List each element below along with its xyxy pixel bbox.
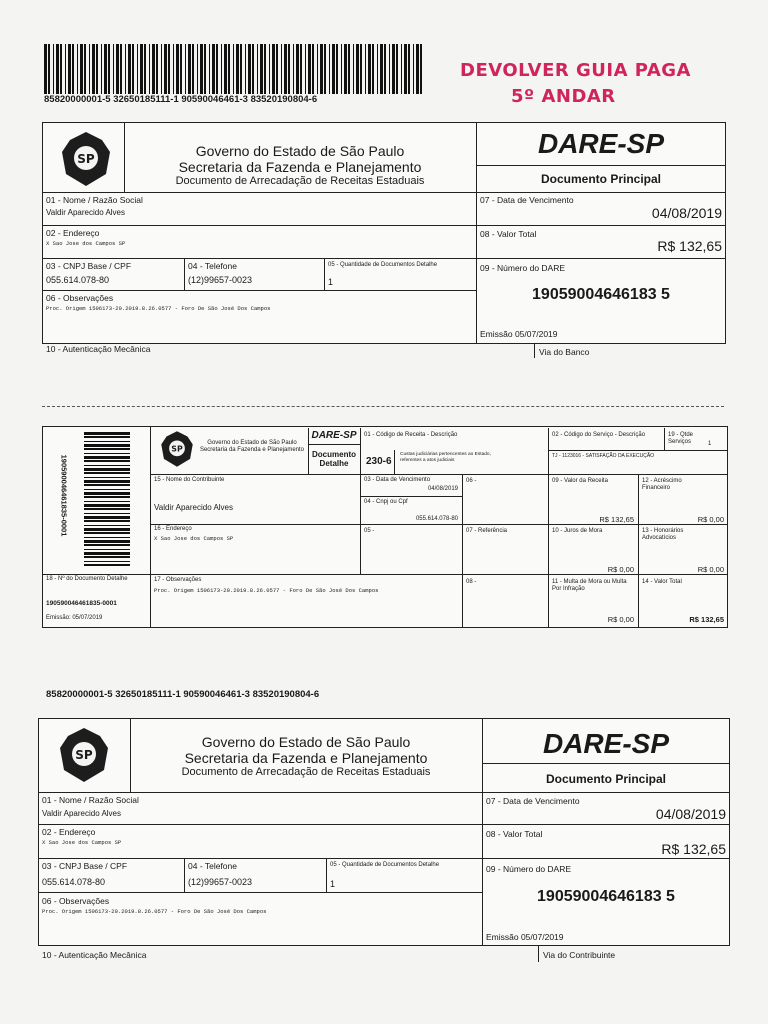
brand-dare-sp: DARE-SP bbox=[537, 128, 664, 159]
detail-f19-label: 19 - Qtde Serviços bbox=[668, 432, 694, 445]
telefone-value-2: (12)99657-0023 bbox=[188, 877, 253, 887]
obs-value: Proc. Origem 1506173-20.2019.8.26.0577 - Foro De São José Dos Campos bbox=[46, 305, 271, 312]
header-government-2: Governo do Estado de São Paulo bbox=[201, 734, 411, 750]
detail-f08-label: 08 - bbox=[466, 579, 477, 585]
venc-label-2: 07 - Data de Vencimento bbox=[486, 796, 580, 806]
telefone-label-2: 04 - Telefone bbox=[188, 861, 237, 871]
detail-f18-label: 18 - Nº do Documento Detalhe bbox=[46, 576, 128, 582]
detail-f17-label: 17 - Observações bbox=[154, 577, 202, 583]
endereco-value: X Sao Jose dos Campos SP bbox=[46, 240, 126, 247]
brand-dare-sp-2: DARE-SP bbox=[542, 728, 669, 759]
sp-state-crest-icon bbox=[158, 430, 196, 468]
autenticacao-label: 10 - Autenticação Mecânica bbox=[46, 344, 151, 354]
barcode-icon bbox=[44, 44, 422, 94]
detail-f09-label: 09 - Valor da Receita bbox=[552, 478, 608, 484]
cnpj-label-2: 03 - CNPJ Base / CPF bbox=[42, 861, 128, 871]
via-contribuinte-label: Via do Contribuinte bbox=[543, 950, 616, 960]
detail-f14-label: 14 - Valor Total bbox=[642, 579, 682, 585]
detail-f12-value: R$ 0,00 bbox=[697, 515, 724, 524]
detail-f01-code: 230-6 bbox=[366, 456, 392, 467]
svg-text:SP: SP bbox=[171, 444, 183, 454]
detail-f11-value: R$ 0,00 bbox=[607, 615, 634, 624]
side-barcode-icon bbox=[84, 432, 130, 566]
autenticacao-label-2: 10 - Autenticação Mecânica bbox=[42, 950, 147, 960]
detail-f06-label: 06 - bbox=[466, 478, 477, 484]
qtd-value: 1 bbox=[328, 277, 334, 287]
endereco-label-2: 02 - Endereço bbox=[42, 827, 96, 837]
sp-state-crest-icon bbox=[56, 726, 112, 784]
detail-f02-value: TJ - 1123016 - SATISFAÇÃO DA EXECUÇÃO bbox=[552, 453, 655, 459]
cnpj-value: 055.614.078-80 bbox=[46, 275, 110, 285]
detail-f01-label: 01 - Código de Receita - Descrição bbox=[364, 432, 458, 438]
header-secretaria-2: Secretaria da Fazenda e Planejamento bbox=[184, 750, 428, 766]
doc-type-principal: Documento Principal bbox=[540, 172, 662, 186]
obs-value-2: Proc. Origem 1506173-20.2019.8.26.0577 - Foro De São José Dos Campos bbox=[42, 908, 267, 915]
numero-value-2: 19059004646183 5 bbox=[537, 888, 675, 905]
nome-label: 01 - Nome / Razão Social bbox=[46, 195, 143, 205]
cut-line bbox=[42, 406, 724, 407]
detail-brand: DARE-SP bbox=[311, 430, 357, 441]
qtd-value-2: 1 bbox=[330, 879, 336, 889]
detail-f04-value: 055.614.078-80 bbox=[415, 516, 458, 522]
barcode-number-bottom: 85820000001-5 32650185111-1 90590046461-3 83520190804-6 bbox=[46, 689, 320, 700]
endereco-value-2: X Sao Jose dos Campos SP bbox=[42, 839, 122, 846]
detail-f01-desc: Custas judiciárias pertencentes ao Estado, referentes a atos judiciais bbox=[400, 452, 491, 463]
detail-f16-label: 16 - Endereço bbox=[154, 526, 192, 532]
barcode-number-top: 85820000001-5 32650185111-1 90590046461-3 83520190804-6 bbox=[44, 94, 318, 105]
emissao-2: Emissão 05/07/2019 bbox=[486, 932, 564, 942]
detail-f07-label: 07 - Referência bbox=[466, 528, 508, 534]
valor-value: R$ 132,65 bbox=[657, 238, 722, 254]
header-secretaria: Secretaria da Fazenda e Planejamento bbox=[178, 159, 422, 175]
detail-doc-detalhe: Documento Detalhe bbox=[312, 450, 356, 468]
detail-f03-value: 04/08/2019 bbox=[427, 486, 458, 492]
detail-f18-value: 190590046461835-0001 bbox=[46, 600, 117, 607]
venc-value: 04/08/2019 bbox=[651, 205, 722, 221]
qtd-label-2: 05 - Quantidade de Documentos Detalhe bbox=[330, 862, 440, 868]
detail-f16-value: X Sao Jose dos Campos SP bbox=[154, 535, 234, 542]
qtd-label: 05 - Quantidade de Documentos Detalhe bbox=[328, 262, 438, 268]
detail-f19-value: 1 bbox=[708, 441, 712, 447]
nome-value: Valdir Aparecido Alves bbox=[46, 208, 126, 217]
nome-label-2: 01 - Nome / Razão Social bbox=[42, 795, 139, 805]
detail-f05-label: 05 - bbox=[364, 528, 375, 534]
detail-f11-label: 11 - Multa de Mora ou Multa Por Infração bbox=[552, 579, 627, 592]
svg-text:SP: SP bbox=[75, 748, 93, 762]
detail-f13-label: 13 - Honorários Advocatícios bbox=[642, 528, 684, 541]
header-documento-2: Documento de Arrecadação de Receitas Estaduais bbox=[181, 766, 431, 778]
valor-label: 08 - Valor Total bbox=[480, 229, 537, 239]
endereco-label: 02 - Endereço bbox=[46, 228, 100, 238]
detail-f13-value: R$ 0,00 bbox=[697, 565, 724, 574]
via-banco-label: Via do Banco bbox=[539, 347, 590, 357]
valor-value-2: R$ 132,65 bbox=[661, 841, 726, 857]
emissao: Emissão 05/07/2019 bbox=[480, 329, 558, 339]
valor-label-2: 08 - Valor Total bbox=[486, 829, 543, 839]
detail-f18-emissao: Emissão: 05/07/2019 bbox=[46, 615, 103, 621]
cnpj-value-2: 055.614.078-80 bbox=[42, 877, 106, 887]
svg-text:SP: SP bbox=[77, 152, 95, 166]
detail-f12-label: 12 - Acréscimo Financeiro bbox=[642, 478, 682, 491]
detail-f09-value: R$ 132,65 bbox=[599, 515, 634, 524]
numero-label: 09 - Número do DARE bbox=[480, 263, 566, 273]
numero-label-2: 09 - Número do DARE bbox=[486, 864, 572, 874]
doc-type-principal-2: Documento Principal bbox=[545, 772, 667, 786]
header-government: Governo do Estado de São Paulo bbox=[195, 143, 405, 159]
detail-f17-value: Proc. Origem 1506173-20.2019.8.26.0577 - Foro De São José Dos Campos bbox=[154, 587, 379, 594]
detail-f15-value: Valdir Aparecido Alves bbox=[154, 503, 234, 512]
detail-f10-label: 10 - Juros de Mora bbox=[552, 528, 603, 534]
detail-header-sec: Secretaria da Fazenda e Planejamento bbox=[199, 447, 305, 453]
venc-label: 07 - Data de Vencimento bbox=[480, 195, 574, 205]
side-barcode-text: 190590046461835-0001 bbox=[59, 454, 69, 537]
detail-f04-label: 04 - Cnpj ou Cpf bbox=[364, 499, 408, 505]
detail-f03-label: 03 - Data de Vencimento bbox=[364, 477, 431, 483]
sp-state-crest-icon bbox=[58, 130, 114, 188]
detail-f14-value: R$ 132,65 bbox=[689, 615, 724, 624]
detail-f15-label: 15 - Nome do Contribuinte bbox=[154, 477, 225, 483]
detail-f10-value: R$ 0,00 bbox=[607, 565, 634, 574]
obs-label-2: 06 - Observações bbox=[42, 896, 110, 906]
nome-value-2: Valdir Aparecido Alves bbox=[42, 809, 122, 818]
stamp-line-1: DEVOLVER GUIA PAGA bbox=[460, 60, 691, 81]
header-documento: Documento de Arrecadação de Receitas Estaduais bbox=[175, 175, 425, 187]
telefone-value: (12)99657-0023 bbox=[188, 275, 253, 285]
stamp-line-2: 5º ANDAR bbox=[511, 86, 616, 107]
detail-f02-label: 02 - Código do Serviço - Descrição bbox=[552, 432, 646, 438]
detail-header-gov: Governo do Estado de São Paulo bbox=[207, 440, 297, 446]
numero-value: 19059004646183 5 bbox=[532, 286, 670, 303]
venc-value-2: 04/08/2019 bbox=[655, 806, 726, 822]
obs-label: 06 - Observações bbox=[46, 293, 114, 303]
telefone-label: 04 - Telefone bbox=[188, 261, 237, 271]
cnpj-label: 03 - CNPJ Base / CPF bbox=[46, 261, 132, 271]
